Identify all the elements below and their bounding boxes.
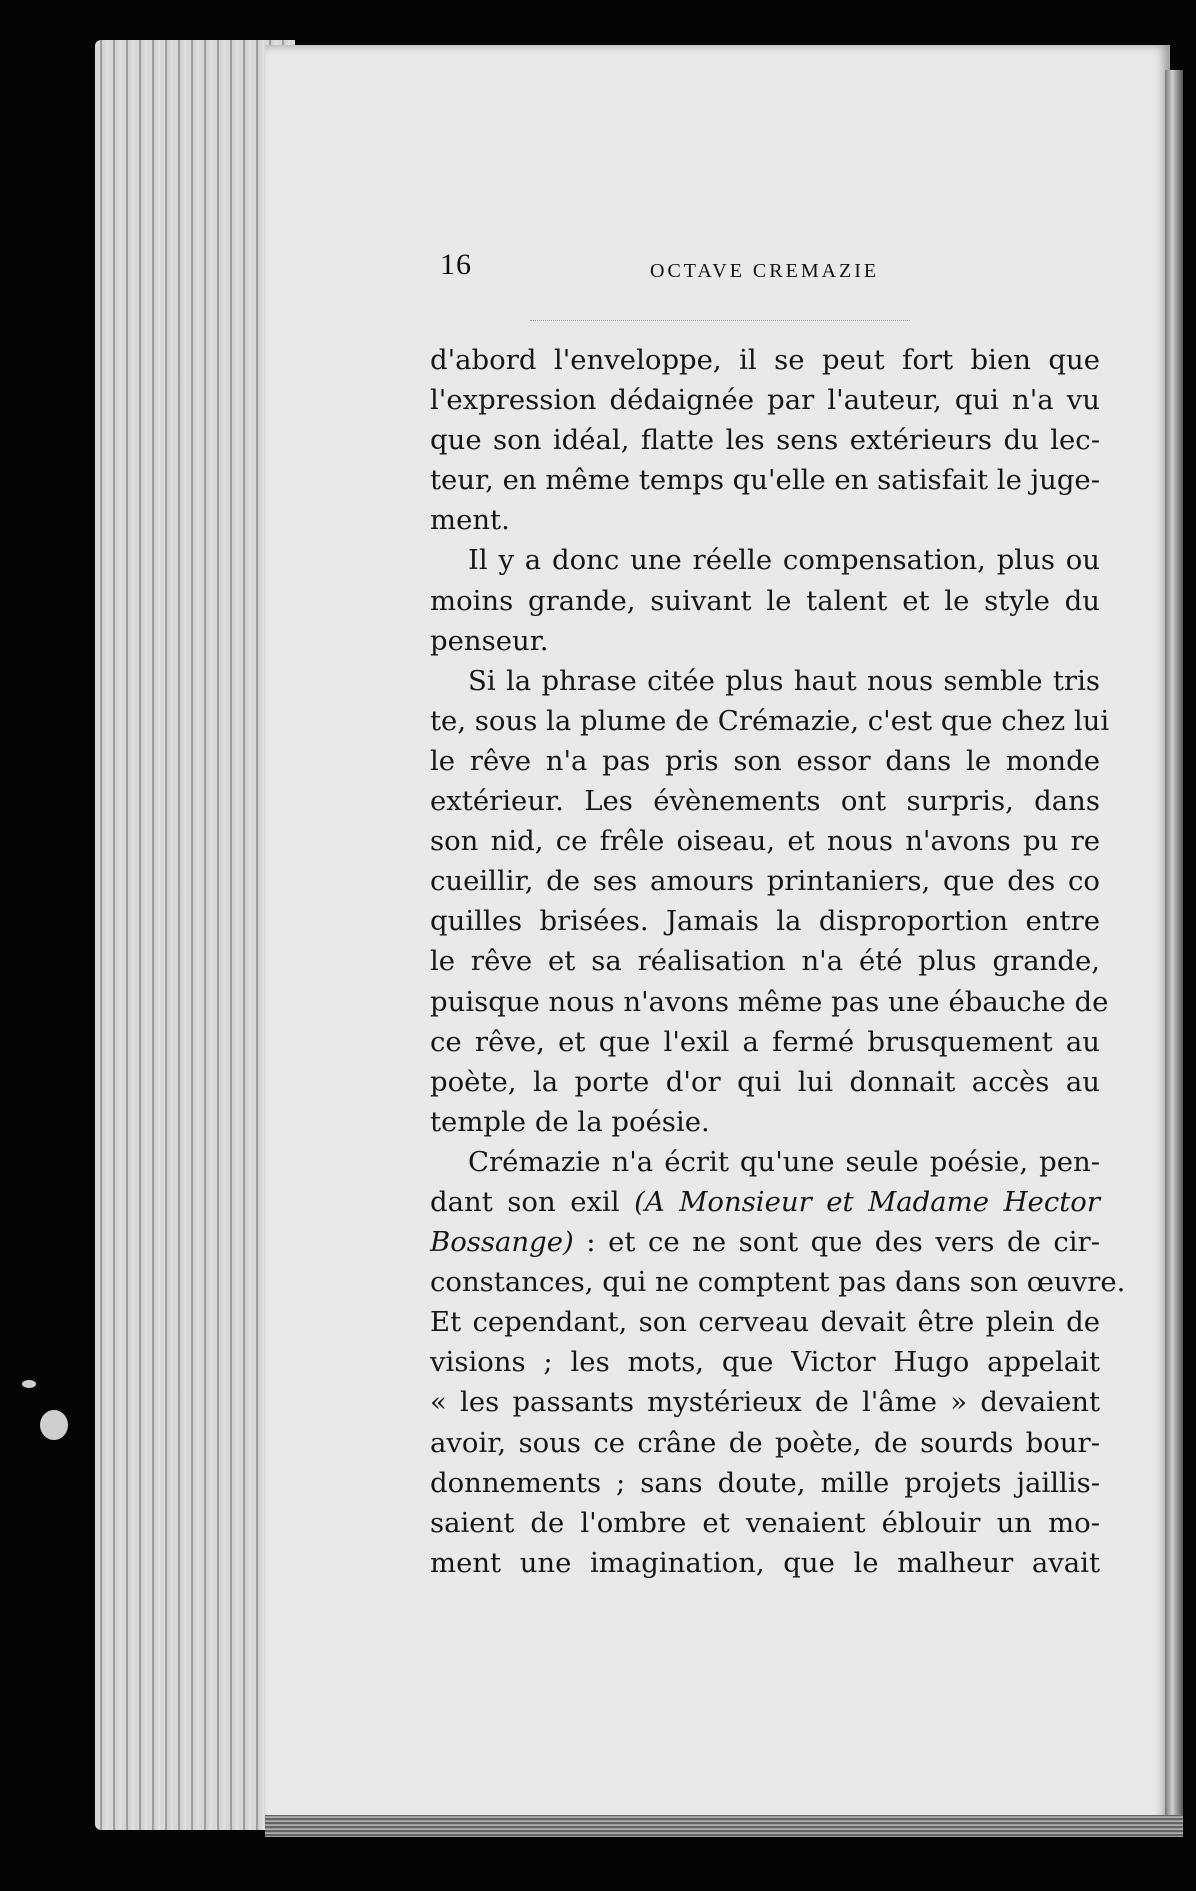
running-title: OCTAVE CREMAZIE bbox=[650, 260, 880, 282]
page-right-edge bbox=[1165, 70, 1183, 1820]
text-line: d'abord l'enveloppe, il se peut fort bien que bbox=[430, 344, 1100, 376]
text-line: extérieur. Les évènements ont surpris, dans bbox=[430, 785, 1100, 818]
text-line: poète, la porte d'or qui lui donnait accès au bbox=[430, 1065, 1100, 1098]
italic-title: Bossange) bbox=[430, 1226, 574, 1259]
text-line: ce rêve, et que l'exil a fermé brusquement au bbox=[430, 1025, 1100, 1058]
page-number: 16 bbox=[440, 248, 472, 281]
text-line: puisque nous n'avons même pas une ébauche de bbox=[430, 985, 1109, 1018]
scan-speck bbox=[22, 1380, 36, 1388]
text-line: constances, qui ne comptent pas dans son œuvre. bbox=[430, 1266, 1126, 1299]
body-text bbox=[430, 340, 1126, 1583]
text-line: « les passants mystérieux de l'âme » devaient bbox=[430, 1386, 1100, 1419]
header-rule bbox=[530, 320, 910, 321]
text-line: Si la phrase citée plus haut nous semble tris bbox=[468, 664, 1100, 697]
text-line: Et cependant, son cerveau devait être plein de bbox=[430, 1306, 1100, 1339]
text-line: quilles brisées. Jamais la disproportion entre bbox=[430, 905, 1100, 938]
text-line: moins grande, suivant le talent et le style du bbox=[430, 584, 1100, 617]
page-bottom-edge bbox=[265, 1815, 1183, 1837]
text-line: saient de l'ombre et venaient éblouir un mo- bbox=[430, 1506, 1100, 1539]
text-line: visions ; les mots, que Victor Hugo appelait bbox=[430, 1346, 1100, 1379]
text-line: temple de la poésie. bbox=[430, 1105, 710, 1138]
page-header bbox=[440, 248, 1120, 298]
text-line: te, sous la plume de Crémazie, c'est que chez lui bbox=[430, 704, 1110, 737]
text-line: ment. bbox=[430, 504, 510, 537]
text-line bbox=[430, 1222, 1100, 1262]
text-line: cueillir, de ses amours printaniers, que des co bbox=[430, 865, 1100, 898]
text-line: Crémazie n'a écrit qu'une seule poésie, pen- bbox=[468, 1145, 1100, 1178]
text-line: avoir, sous ce crâne de poète, de sourds bour- bbox=[430, 1426, 1100, 1459]
italic-title: (A Monsieur et Madame Hector bbox=[634, 1185, 1100, 1218]
text-line: l'expression dédaignée par l'auteur, qui n'a vu bbox=[430, 384, 1100, 417]
scan-speck bbox=[40, 1410, 68, 1440]
text-line: donnements ; sans doute, mille projets jaillis- bbox=[430, 1466, 1100, 1499]
text-line: Il y a donc une réelle compensation, plus ou bbox=[468, 544, 1100, 577]
text-line: le rêve n'a pas pris son essor dans le monde bbox=[430, 744, 1100, 777]
text-line bbox=[430, 1182, 1100, 1222]
line-text: dant son exil bbox=[430, 1185, 635, 1218]
text-line: penseur. bbox=[430, 624, 549, 657]
line-text: : et ce ne sont que des vers de cir- bbox=[573, 1226, 1100, 1259]
text-line: teur, en même temps qu'elle en satisfait le juge- bbox=[430, 464, 1101, 497]
text-line: le rêve et sa réalisation n'a été plus grande, bbox=[430, 945, 1100, 978]
text-line: ment une imagination, que le malheur avait bbox=[430, 1546, 1100, 1579]
text-line: que son idéal, flatte les sens extérieurs du lec- bbox=[430, 424, 1100, 457]
text-line: son nid, ce frêle oiseau, et nous n'avons pu re bbox=[430, 825, 1100, 858]
